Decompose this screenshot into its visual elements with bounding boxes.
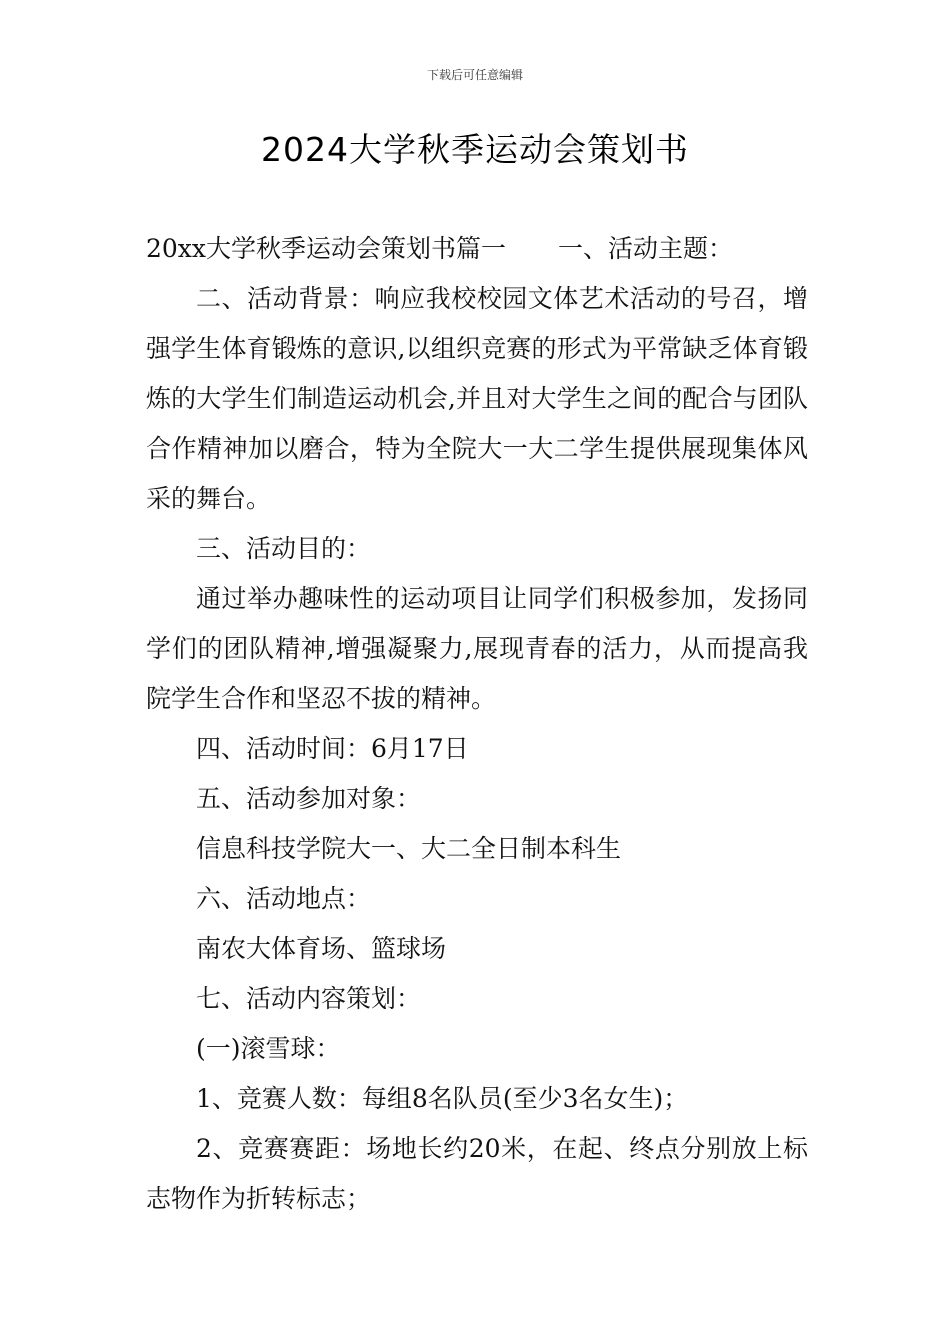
paragraph-time: 四、活动时间：6月17日	[196, 734, 469, 763]
paragraph-purpose: 通过举办趣味性的运动项目让同学们积极参加，发扬同学们的团队精神,增强凝聚力,展现青春的活力，从而提高我院学生合作和坚忍不拔的精神。	[146, 584, 808, 713]
header-note: 下载后可任意编辑	[426, 68, 523, 82]
paragraph-snowball-count: 1、竞赛人数：每组8名队员(至少3名女生)；	[196, 1084, 689, 1113]
paragraph-purpose-heading: 三、活动目的：	[196, 534, 372, 563]
page-title: 2024大学秋季运动会策划书	[261, 130, 689, 169]
paragraph-background: 二、活动背景：响应我校校园文体艺术活动的号召，增强学生体育锻炼的意识,以组织竞赛的形式为平常缺乏体育锻炼的大学生们制造运动机会,并且对大学生之间的配合与团队合作精神加以磨合，特为全院大一大二学生提供展现集体风采的舞台。	[146, 284, 808, 513]
intro-left: 20xx大学秋季运动会策划书篇一	[146, 234, 507, 263]
intro-right: 一、活动主题：	[558, 234, 734, 263]
paragraph-content-heading: 七、活动内容策划：	[196, 984, 422, 1013]
paragraph-location: 南农大体育场、篮球场	[196, 934, 447, 963]
paragraph-location-heading: 六、活动地点：	[196, 884, 372, 913]
document-body	[146, 224, 808, 1224]
paragraph-snowball-heading: (一)滚雪球：	[196, 1034, 341, 1063]
intro-line	[146, 224, 808, 274]
paragraph-snowball-distance: 2、竞赛赛距：场地长约20米，在起、终点分别放上标志物作为折转标志；	[146, 1134, 808, 1213]
paragraph-participants-heading: 五、活动参加对象：	[196, 784, 422, 813]
paragraph-participants: 信息科技学院大一、大二全日制本科生	[196, 834, 622, 863]
